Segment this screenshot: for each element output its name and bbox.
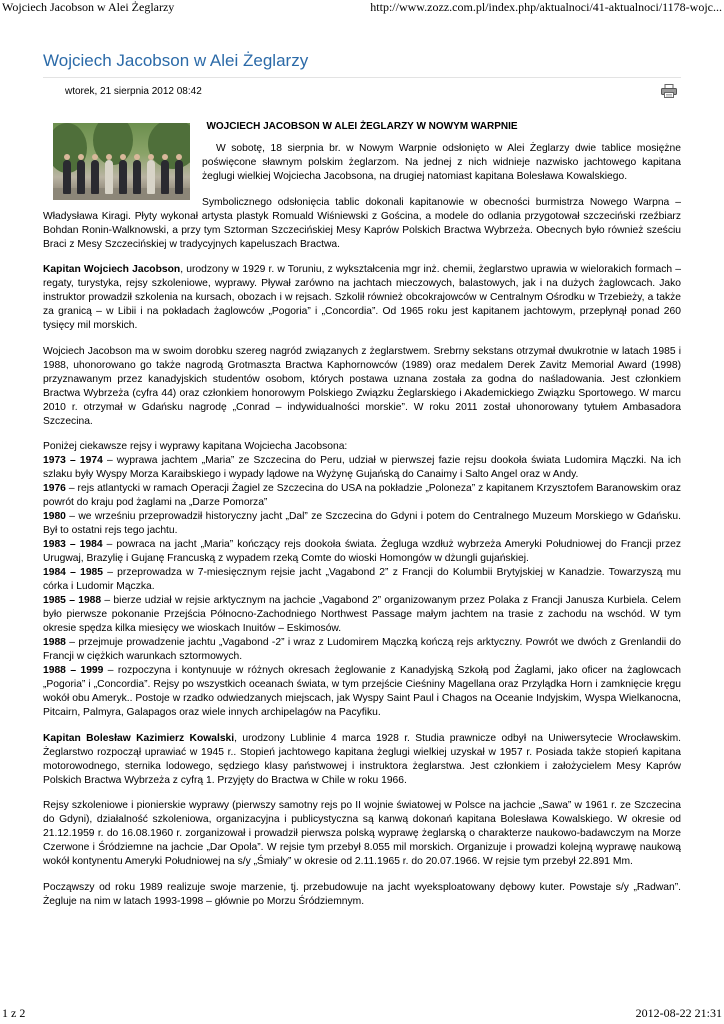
jacobson-name: Kapitan Wojciech Jacobson bbox=[43, 264, 181, 275]
voyage-years: 1983 – 1984 bbox=[43, 539, 103, 550]
voyage-years: 1984 – 1985 bbox=[43, 567, 103, 578]
voyage-years: 1976 bbox=[43, 483, 66, 494]
kowalski-name: Kapitan Bolesław Kazimierz Kowalski bbox=[43, 732, 235, 744]
voyage-description: – we wrześniu przeprowadził historyczny jacht „Dal” ze Szczecina do Gdyni i potem do Centralnego Muzeum Morskiego w Gdańsku. Był to ostatni rejs tego jachtu. bbox=[43, 511, 681, 536]
paragraph-jacobson-bio: Kapitan Wojciech Jacobson, urodzony w 1929 r. w Toruniu, z wykształcenia mgr inż. chemii, żeglarstwo uprawia w wielorakich formach – regaty, turystyka, rejsy szkoleniowe, wyprawy. Pływał zarówno na jachtach mieczowych, balastowych, jak i na dużych żaglowcach. Jako instruktor prowadził szkolenia na kursach, obozach i w rejsach. Szkolił również obcokrajowców w Centralnym Ośrodku w Trzebieży, a także za granicą – w Libii i na pokładach żaglowców „Pogoria” i „Concordia”. Od 1965 roku jest kapitanem jachtowym, przepłynął ponad 260 tysięcy mil morskich. bbox=[43, 264, 681, 331]
article bbox=[43, 50, 681, 920]
paragraph-kowalski-voyages: Rejsy szkoleniowe i pionierskie wyprawy (pierwszy samotny rejs po II wojnie światowej w Polsce na jachcie „Sawa” w 1961 r. ze Szczecina do Gdyni), działalność szkoleniowa, organizacyjna i publicystyczna są kanwą dokonań kapitana Bolesława Kowalskiego. W okresie od 21.12.1959 r. do 16.08.1960 r. zorganizował i prowadził pierwsza polską wyprawę żeglarską o charakterze naukowo-badawczym na Morze Czerwone i Śródziemne na jachcie „Dar Opola”. W rejsie tym przebył 8.055 mil morskich. Organizuje i prowadzi kolejną wyprawę naukową wokół kontynentu Ameryki Południowej na s/y „Śmiały” w okresie od 2.11.1965 r. do 20.07.1966. W rejsie tym przebył 22.891 Mm. bbox=[43, 800, 681, 867]
voyages-intro: Poniżej ciekawsze rejsy i wyprawy kapitana Wojciecha Jacobsona: bbox=[43, 441, 348, 452]
article-title[interactable]: Wojciech Jacobson w Alei Żeglarzy bbox=[43, 51, 309, 70]
paragraph-kowalski-bio: Kapitan Bolesław Kazimierz Kowalski, urodzony Lublinie 4 marca 1928 r. Studia prawnicze odbył na Uniwersytecie Wrocławskim. Żeglarstwo rozpoczął uprawiać w 1945 r.. Stopień jachtowego kapitana żeglugi wielkiej uzyskał w 1957 r. Posiada także stopień kapitana motorowodnego, sternika lodowego, sędziego klasy państwowej i instruktora żeglarstwa. Jest członkiem i założycielem Mesy Kaprów Polskich Bractwa Wybrzeża z cyfrą 1. Przyjęty do Bractwa w Chile w roku 1966. bbox=[43, 732, 682, 786]
article-date: wtorek, 21 sierpnia 2012 08:42 bbox=[65, 86, 202, 97]
printer-icon[interactable] bbox=[661, 84, 677, 98]
article-body bbox=[43, 142, 681, 909]
voyage-description: – rozpoczyna i kontynuuje w różnych okresach żeglowanie z Kanadyjską Szkołą pod Żaglami, jako oficer na żaglowcach „Pogoria” i „Concordia”. Rejsy po wszystkich oceanach świata, w tym przejście Cieśniny Magellana oraz Przylądka Horn i zamknięcie kręgu wokół obu Ameryk.. Postoje w rzadko odwiedzanych miejscach, jak Wyspy Saint Paul i Chagos na Oceanie Indyjskim, Wyspa Wielkanocna, Pitcairn, Palmyra, Galapagos oraz wiele innych archipelagów na Pacyfiku. bbox=[43, 665, 681, 718]
article-heading: WOJCIECH JACOBSON W ALEI ŻEGLARZY W NOWYM WARPNIE bbox=[206, 121, 518, 132]
title-divider bbox=[43, 77, 681, 78]
print-header bbox=[0, 0, 724, 16]
paragraph-jacobson-awards: Wojciech Jacobson ma w swoim dorobku szereg nagród związanych z żeglarstwem. Srebrny sekstans otrzymał dwukrotnie w latach 1985 i 1988, uhonorowano go także nagrodą Grotmaszta Bractwa Kaphornowców (1989) oraz medalem Derek Zavitz Memorial Award (1998) przyznawanym przez kanadyjskich studentów osobom, których postawa uznana została za godna do naśladowania. Jest członkiem Bractwa Wybrzeża (cyfra 44) oraz członkiem honorowym Polskiego Związku Żeglarskiego i Akademickiego Związku Sportowego. W marcu 2010 r. otrzymał w Gdańsku nagrodę „Conrad – indywidualności morskie”. W roku 2011 został uhonorowany tytułem Ambasadora Szczecina. bbox=[43, 345, 681, 427]
page-number: 1 z 2 bbox=[2, 1006, 26, 1020]
voyage-description: – powraca na jacht „Maria” kończący rejs dookoła świata. Żegluga wzdłuż wybrzeża Ameryki Południowej do Francji przez Urugwaj, Brazylię i Gujanę Francuską z wypadem rzeką Comte do wioski Homongów w dżungli gujańskiej. bbox=[43, 539, 681, 564]
voyage-years: 1985 – 1988 bbox=[43, 595, 102, 606]
voyage-description: – rejs atlantycki w ramach Operacji Żagiel ze Szczecina do USA na pokładzie „Poloneza” z kapitanem Krzysztofem Baranowskim oraz powrót do kraju pod żaglami na „Darze Pomorza” bbox=[43, 483, 681, 508]
print-timestamp: 2012-08-22 21:31 bbox=[635, 1006, 722, 1020]
voyage-years: 1988 – 1999 bbox=[43, 665, 104, 676]
voyage-description: – przeprowadza w 7-miesięcznym rejsie jacht „Vagabond 2” z Francji do Kolumbii Brytyjskiej w Kanadzie. Towarzyszą mu córka i Ludomir Mączka. bbox=[43, 567, 681, 592]
print-header-url: http://www.zozz.com.pl/index.php/aktualnoci/41-aktualnoci/1178-wojc... bbox=[370, 0, 722, 14]
captains-photo bbox=[53, 123, 190, 200]
voyages-list bbox=[43, 440, 681, 720]
paragraph-intro: W sobotę, 18 sierpnia br. w Nowym Warpnie odsłonięto w Alei Żeglarzy dwie tablice mosiężne poświęcone sławnym polskim żeglarzom. Na jednej z nich widnieje nazwisko jachtowego kapitana żeglugi wielkiej Wojciecha Jacobsona, na drugiej natomiast kapitana Bolesława Kowalskiego. bbox=[202, 143, 681, 182]
voyage-description: – bierze udział w rejsie arktycznym na jachcie „Vagabond 2” organizowanym przez Polaka z Francji Janusza Kurbiela. Celem było pierwsze pokonanie Przejścia Północno-Zachodniego Northwest Passage małym jachtem na trasie z zachodu na wschód. W tym okresie spędza kilka miesięcy we wioskach Inuitów – Eskimosów. bbox=[43, 595, 681, 634]
voyage-years: 1973 – 1974 bbox=[43, 455, 103, 466]
print-footer bbox=[0, 1006, 724, 1024]
voyage-years: 1980 bbox=[43, 511, 66, 522]
print-header-title: Wojciech Jacobson w Alei Żeglarzy bbox=[2, 0, 175, 14]
paragraph-unveiling: Symbolicznego odsłonięcia tablic dokonali kapitanowie w obecności burmistrza Nowego Warpna – Władysława Kiragi. Płyty wykonał artysta plastyk Romuald Wiśniewski z Gościna, a modele do odlania przygotował szczeciński rzeźbiarz Bohdan Ronin-Walknowski, a przy tym Sztorman Szczecińskiej Mesy Kaprów Polskich Bractwa Wybrzeża. Obecnych było również sześciu Braci z Mesy Szczecińskiej w tradycyjnych kapeluszach Bractwa. bbox=[43, 196, 681, 250]
paragraph-radwan: Począwszy od roku 1989 realizuje swoje marzenie, tj. przebudowuje na jacht wyeksploatowany dębowy kuter. Powstaje s/y „Radwan”. Żegluje na nim w latach 1993-1998 – głównie po Morzu Śródziemnym. bbox=[43, 881, 681, 907]
voyage-years: 1988 bbox=[43, 637, 66, 648]
voyage-description: – przejmuje prowadzenie jachtu „Vagabond -2” i wraz z Ludomirem Mączką kończą rejs arktyczny. Powrót we dwóch z Grenlandii do Francji w ciężkich warunkach sztormowych. bbox=[43, 637, 681, 662]
voyage-description: – wyprawa jachtem „Maria” ze Szczecina do Peru, udział w pierwszej fazie rejsu dookoła świata Ludomira Mączki. Na ich szlaku były Wyspy Morza Karaibskiego i wypady lądowe na Wyżynę Gujańską do Canaimy i Salto Angel oraz w Andy. bbox=[43, 455, 681, 480]
